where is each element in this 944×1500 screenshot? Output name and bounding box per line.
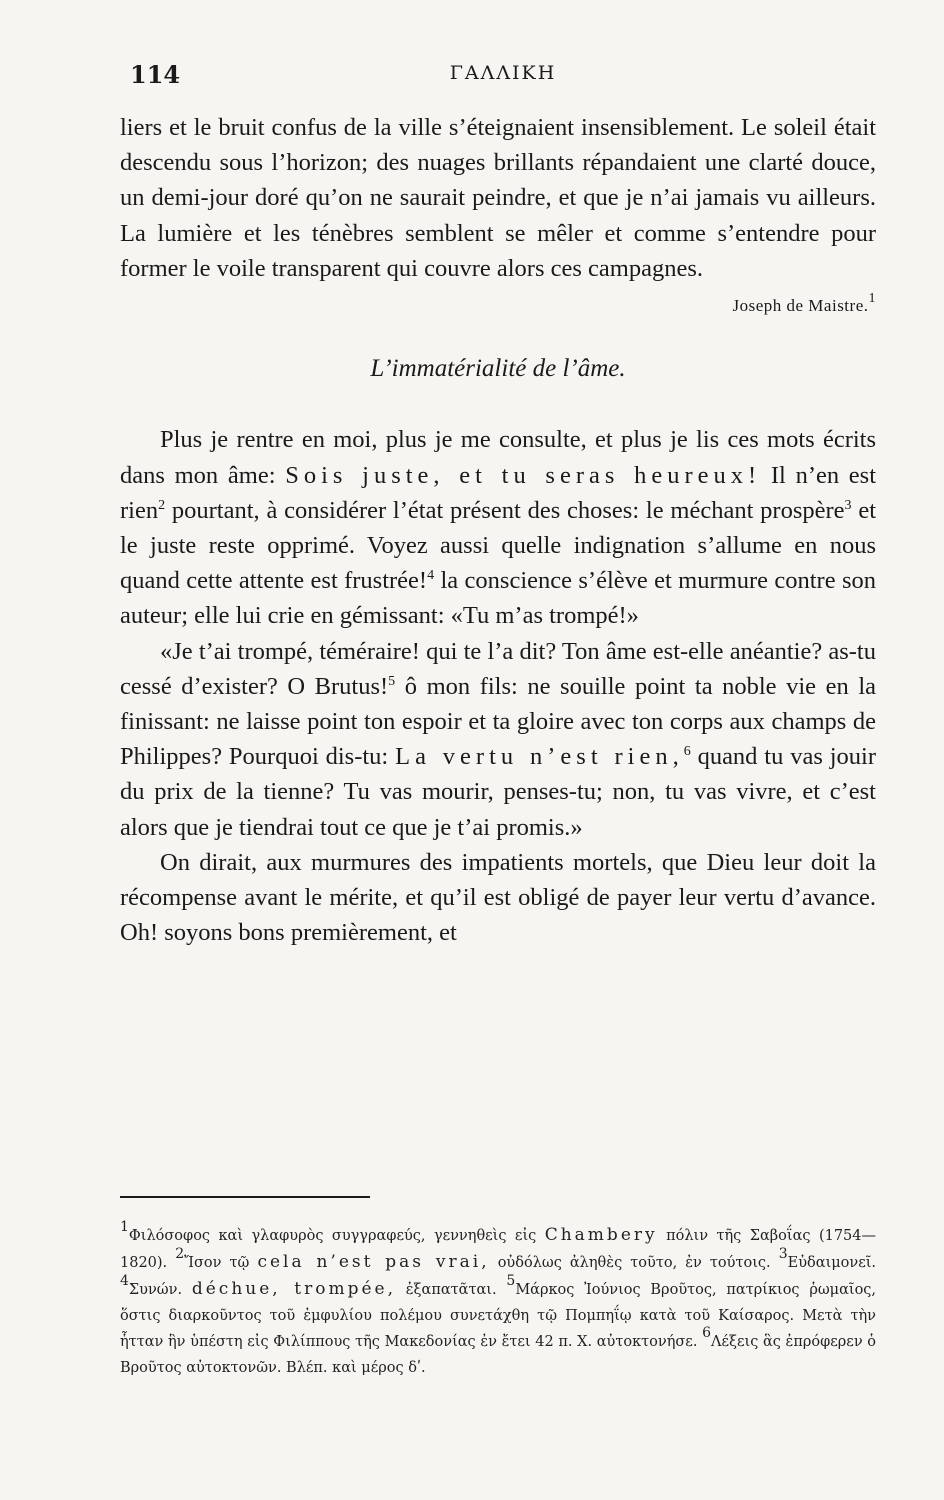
section-title: L’immatérialité de l’âme. — [370, 355, 626, 383]
text-span: ô mon fils: ne souille point ta noble vie en la finissant: ne laisse point ton espoir et ta gloire avec ton corps aux champs de Philippes? Pourquoi dis-tu: — [120, 672, 876, 771]
text-span: et le juste reste opprimé. Voyez aussi quelle indignation s’allume en nous quand cette attente est frustrée! — [120, 496, 877, 595]
footnote-number: 4 — [120, 1273, 129, 1289]
footnote-text: Ἴσον τῷ — [184, 1255, 250, 1271]
body-text — [120, 110, 876, 950]
passage-text: liers et le bruit confus de la ville s’éteignaient insensiblement. Le soleil était descendu sous l’horizon; des nuages brillants répandaient une clarté douce, un demi-jour doré qu’on ne saurait peindre, et que je n’ai jamais vu ailleurs. La lumière et les ténèbres semblent se mêler et comme s’entendre pour former le voile transparent qui couvre alors ces campagnes. — [120, 114, 876, 282]
text-span: quand tu vas jouir du prix de la tienne? Tu vas mourir, penses-tu; non, tu vas vivre, et c’est alors que je tiendrai tout ce que je t’ai promis.» — [120, 743, 876, 841]
page-header — [130, 58, 876, 98]
footnote-text: Chambery — [544, 1225, 658, 1245]
footnote-number: 5 — [506, 1273, 516, 1289]
text-span: «Je t’ai trompé, téméraire! qui te l’a dit? Ton âme est-elle anéantie? as-tu cessé d’exister? O Brutus! — [120, 637, 876, 700]
text-span: la conscience s’élève et murmure contre son auteur; elle lui crie en gémissant: «Tu m’as trompé!» — [120, 567, 876, 630]
footnote-text: πόλιν τῆς Σαβοΐας (1754—1820). — [120, 1228, 877, 1271]
footnote-text: ἐξαπατᾶται. — [405, 1282, 497, 1298]
text-span: pourtant, à considérer l’état présent des choses: le méchant prospère — [171, 496, 845, 524]
footnote-number: 2 — [175, 1246, 185, 1262]
footnotes — [120, 1219, 877, 1381]
paragraph — [120, 634, 876, 845]
footnote-text: οὐδόλως ἀληθὲς τοῦτο, ἐν τούτοις. — [497, 1255, 771, 1271]
footnote-number: 3 — [778, 1246, 788, 1262]
footnote-ref: 5 — [388, 673, 396, 689]
footnote-text: Εὐδαιμονεῖ. — [787, 1255, 877, 1271]
footnote-ref: 1 — [868, 291, 876, 307]
footnote-text: cela n’est pas vrai, — [257, 1252, 490, 1272]
footnote-text: Φιλόσοφος καὶ γλαφυρὸς συγγραφεύς, γεννηθεὶς εἰς — [128, 1228, 537, 1244]
footnote-text: Μάρκος Ἰούνιος Βροῦτος, πατρίκιος ῥωμαῖος, ὅστις διαρκοῦντος τοῦ ἐμφυλίου πολέμου συνετάχθη τῷ Πομπηΐῳ κατὰ τοῦ Καίσαρος. Μετὰ τὴν ἧτταν ἣν ὑπέστη εἰς Φιλίππους τῆς Μακεδονίας ἐν ἔτει 42 π. Χ. αὐτοκτονήσε. — [120, 1282, 877, 1350]
text-span: Plus je rentre en moi, plus je me consulte, et plus je lis ces mots écrits dans mon âme: — [120, 426, 876, 489]
footnote-divider — [120, 1196, 370, 1198]
spaced-text: Sois juste, et tu seras heureux! — [285, 461, 762, 489]
author-name: Joseph de Maistre. — [732, 296, 869, 316]
page-number: 114 — [130, 60, 181, 89]
footnote-ref: 6 — [683, 744, 691, 760]
footnote-ref: 2 — [158, 497, 166, 513]
paragraph — [120, 422, 876, 633]
footnote-number: 1 — [120, 1219, 129, 1235]
running-head: ΓΑΛΛΙΚΗ — [449, 62, 557, 84]
passage-paragraph — [120, 110, 876, 286]
footnote-ref: 4 — [427, 568, 435, 584]
footnote-number: 6 — [702, 1325, 712, 1341]
spaced-text: La vertu n’est rien, — [395, 743, 684, 771]
footnote-ref: 3 — [844, 497, 852, 513]
author-signature — [120, 288, 876, 323]
footnote-text: Συνών. — [128, 1282, 183, 1298]
text-span: On dirait, aux murmures des impatients mortels, que Dieu leur doit la récompense avant le mérite, et qu’il est obligé de payer leur vertu d’avance. Oh! soyons bons premièrement, et — [120, 848, 876, 947]
paragraph — [120, 845, 876, 951]
footnote-text: Λέξεις ἃς ἐπρόφερεν ὁ Βροῦτος αὐτοκτονῶν. Βλέπ. καὶ μέρος δʹ. — [120, 1334, 877, 1376]
text-span: Il n’en est rien — [120, 461, 877, 524]
footnote-text: déchue, trompée, — [191, 1279, 396, 1299]
